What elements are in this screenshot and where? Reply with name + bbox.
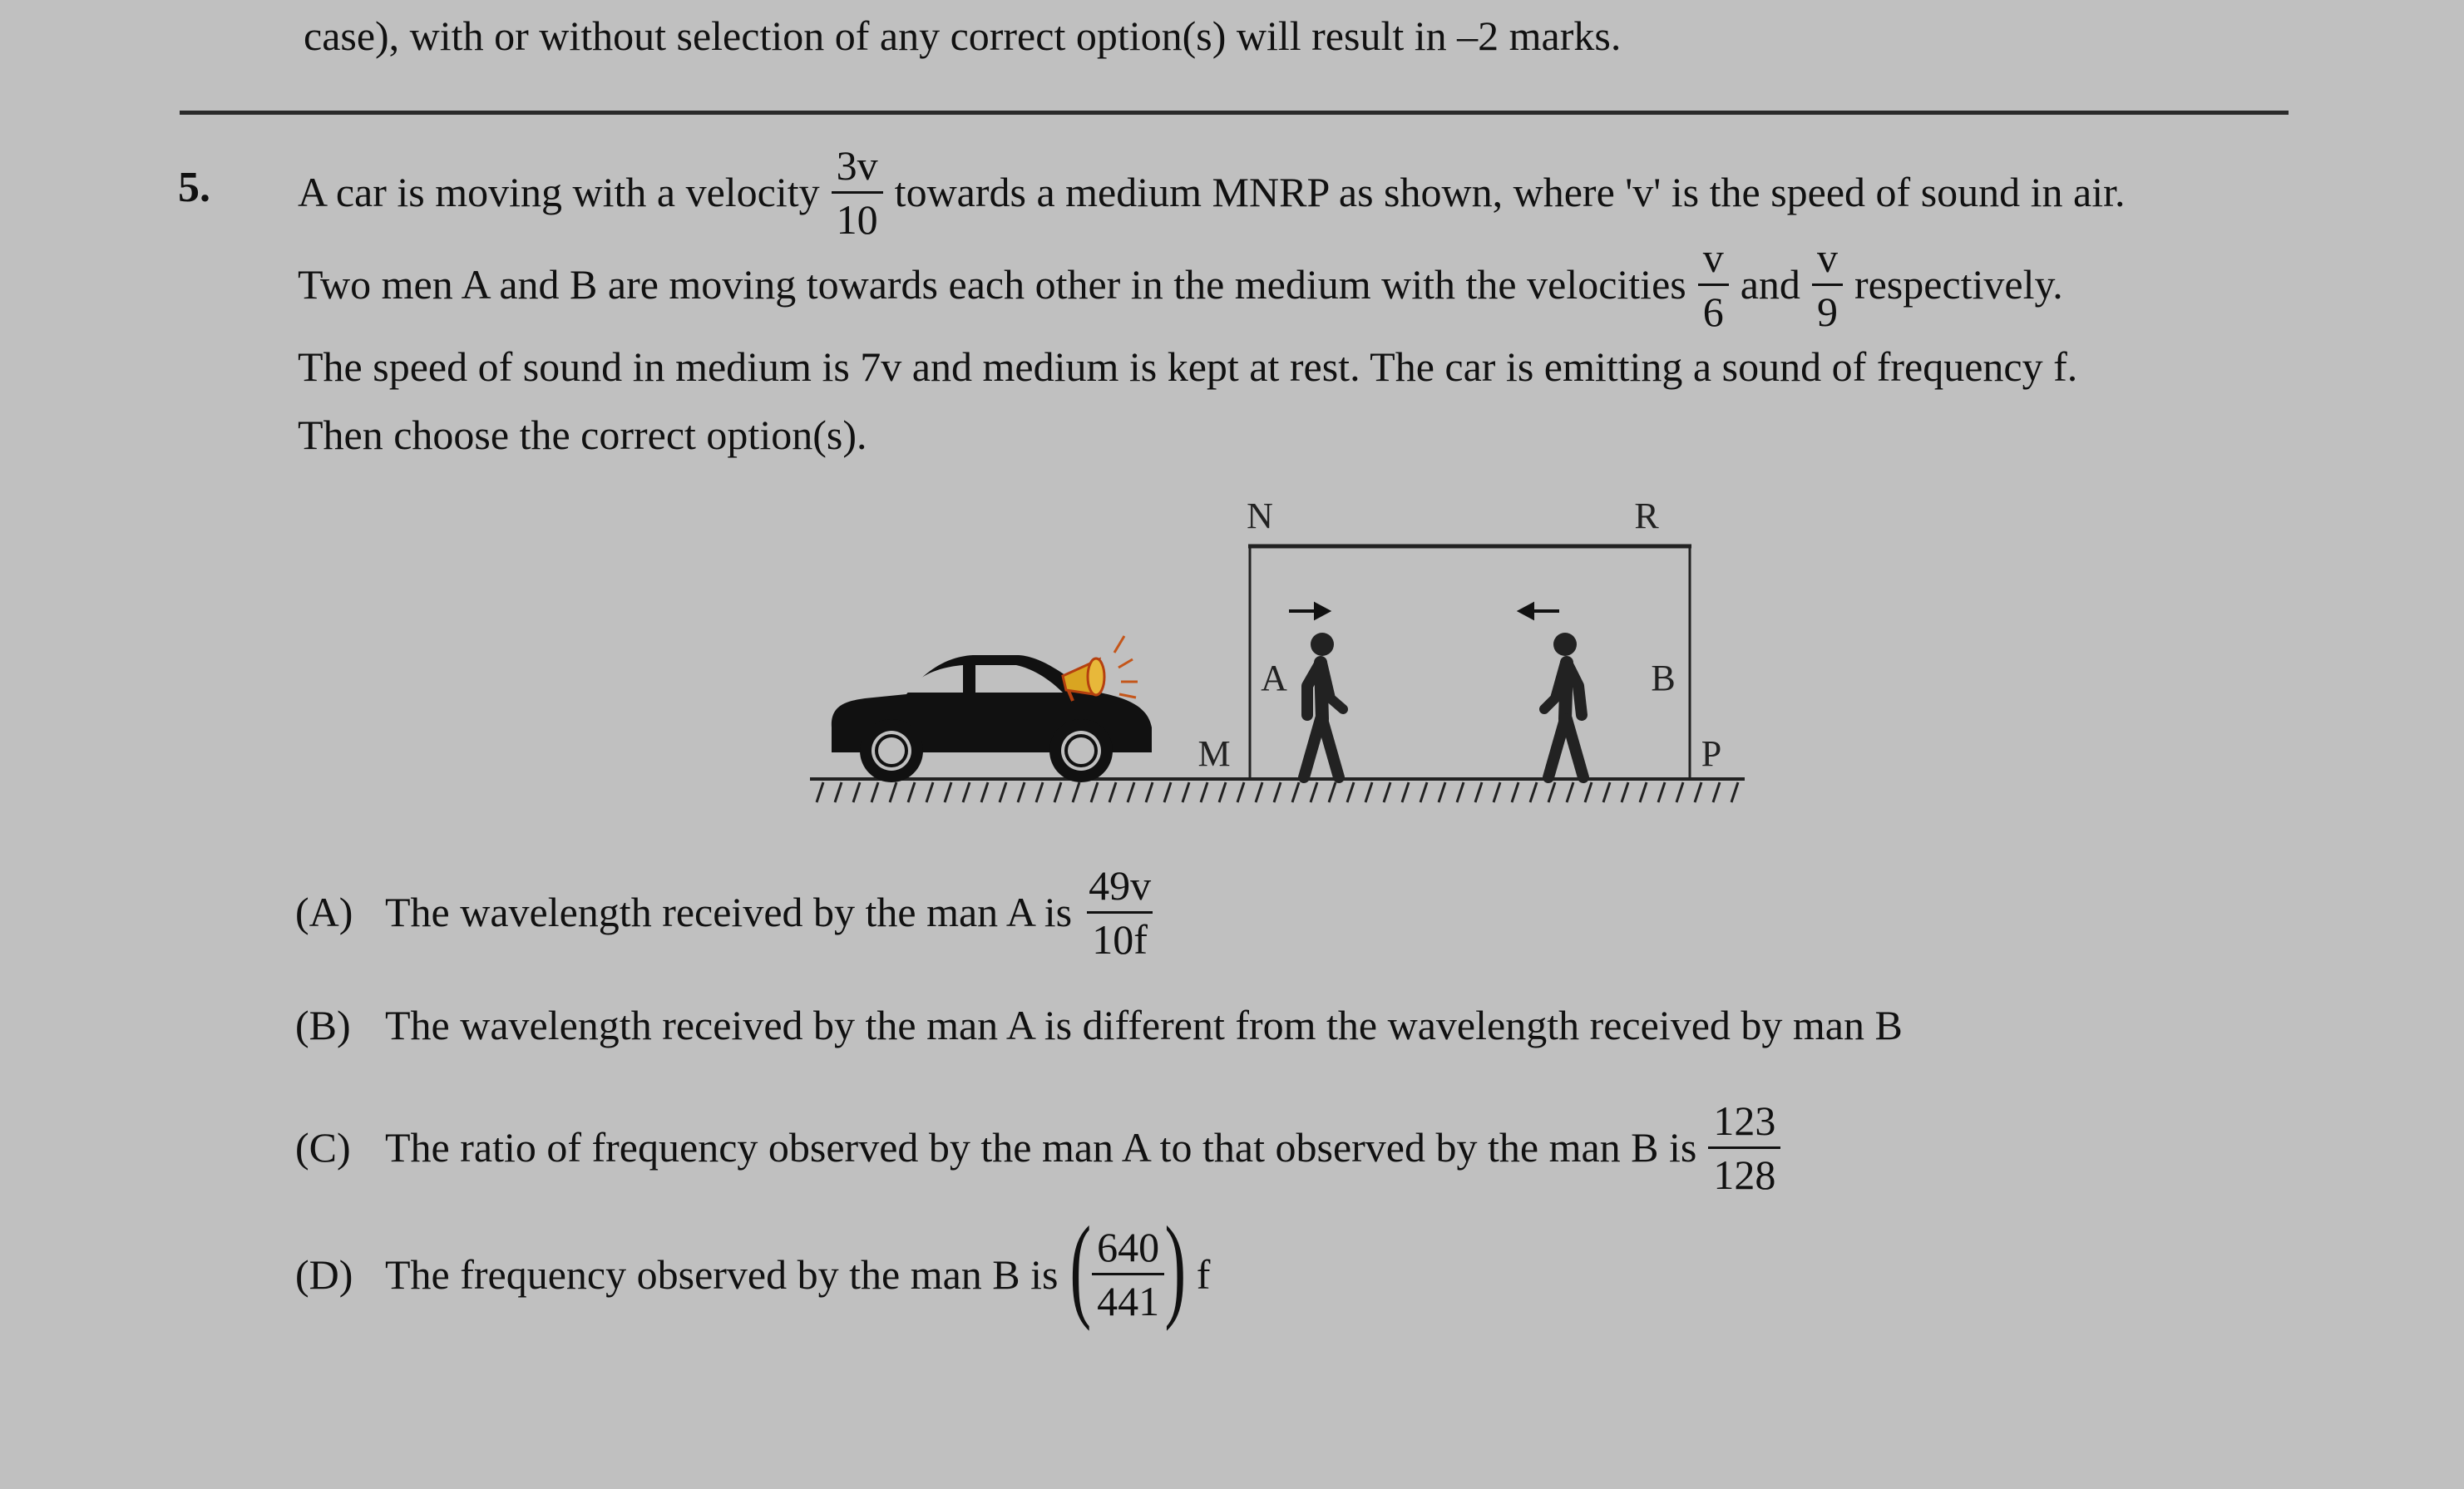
fraction-numerator: 3v — [836, 141, 878, 189]
fraction-velocity-b — [1812, 234, 1843, 335]
label-r: R — [1634, 496, 1659, 536]
option-suffix: f — [1196, 1250, 1211, 1298]
fraction-numerator: 123 — [1713, 1097, 1776, 1144]
physics-diagram — [798, 486, 1755, 819]
option-text: The frequency observed by the man B is — [385, 1250, 1059, 1298]
question-number: 5. — [178, 164, 210, 211]
label-b: B — [1651, 658, 1676, 698]
question-line-3: The speed of sound in medium is 7v and medium is kept at rest. The car is emitting a sound of frequency f. — [298, 343, 2078, 390]
label-m: M — [1197, 733, 1231, 774]
label-p: P — [1701, 733, 1722, 774]
option-a[interactable] — [295, 850, 1168, 974]
fraction-numerator: 640 — [1097, 1224, 1160, 1270]
fraction-numerator: v — [1702, 234, 1724, 281]
fraction-denominator: 441 — [1092, 1273, 1164, 1322]
megaphone-icon — [1063, 636, 1138, 701]
option-c[interactable] — [295, 1085, 1792, 1210]
right-parenthesis: ) — [1164, 1202, 1187, 1332]
walking-man-b-icon — [1544, 633, 1583, 777]
fraction-numerator: 49v — [1089, 861, 1152, 909]
question-line-2 — [298, 234, 2063, 334]
option-label: (D) — [295, 1250, 353, 1298]
option-label: (C) — [295, 1124, 351, 1171]
question-text: towards a medium MNRP as shown, where 'v' is the speed of sound in air. — [894, 169, 2126, 215]
option-text: The ratio of frequency observed by the man A to that observed by the man B is — [385, 1124, 1697, 1171]
question-line-4: Then choose the correct option(s). — [298, 412, 867, 458]
fraction-velocity-a — [1698, 234, 1729, 335]
fraction-denominator: 10f — [1087, 911, 1153, 960]
question-text: and — [1740, 261, 1800, 308]
question-text: A car is moving with a velocity — [298, 169, 820, 215]
arrow-left-icon — [1520, 604, 1559, 618]
option-label: (B) — [295, 1002, 351, 1048]
section-divider — [180, 111, 2289, 115]
previous-question-text: case), with or without selection of any correct option(s) will result in –2 marks. — [304, 12, 1622, 59]
option-b[interactable] — [295, 998, 1903, 1053]
label-a: A — [1261, 658, 1287, 698]
question-text: respectively. — [1854, 261, 2063, 308]
left-parenthesis: ( — [1069, 1202, 1092, 1332]
fraction-numerator: v — [1816, 234, 1838, 281]
label-n: N — [1247, 496, 1273, 536]
fraction-denominator: 6 — [1698, 284, 1729, 333]
question-line-1 — [298, 138, 2126, 246]
fraction-denominator: 128 — [1708, 1146, 1780, 1196]
fraction-option-d — [1092, 1226, 1164, 1322]
option-text: The wavelength received by the man A is — [385, 889, 1073, 935]
option-text: The wavelength received by the man A is different from the wavelength received by man B — [385, 1002, 1903, 1048]
fraction-car-velocity — [832, 141, 883, 243]
walking-man-a-icon — [1304, 633, 1343, 777]
fraction-denominator: 9 — [1812, 284, 1843, 333]
fraction-option-c — [1708, 1097, 1780, 1198]
fraction-denominator: 10 — [832, 191, 883, 240]
fraction-option-a — [1084, 861, 1156, 963]
option-label: (A) — [295, 889, 353, 935]
ground-hatch — [810, 779, 1745, 802]
arrow-right-icon — [1289, 604, 1328, 618]
question-text: Two men A and B are moving towards each other in the medium with the velocities — [298, 261, 1686, 308]
option-d[interactable] — [295, 1202, 1211, 1334]
